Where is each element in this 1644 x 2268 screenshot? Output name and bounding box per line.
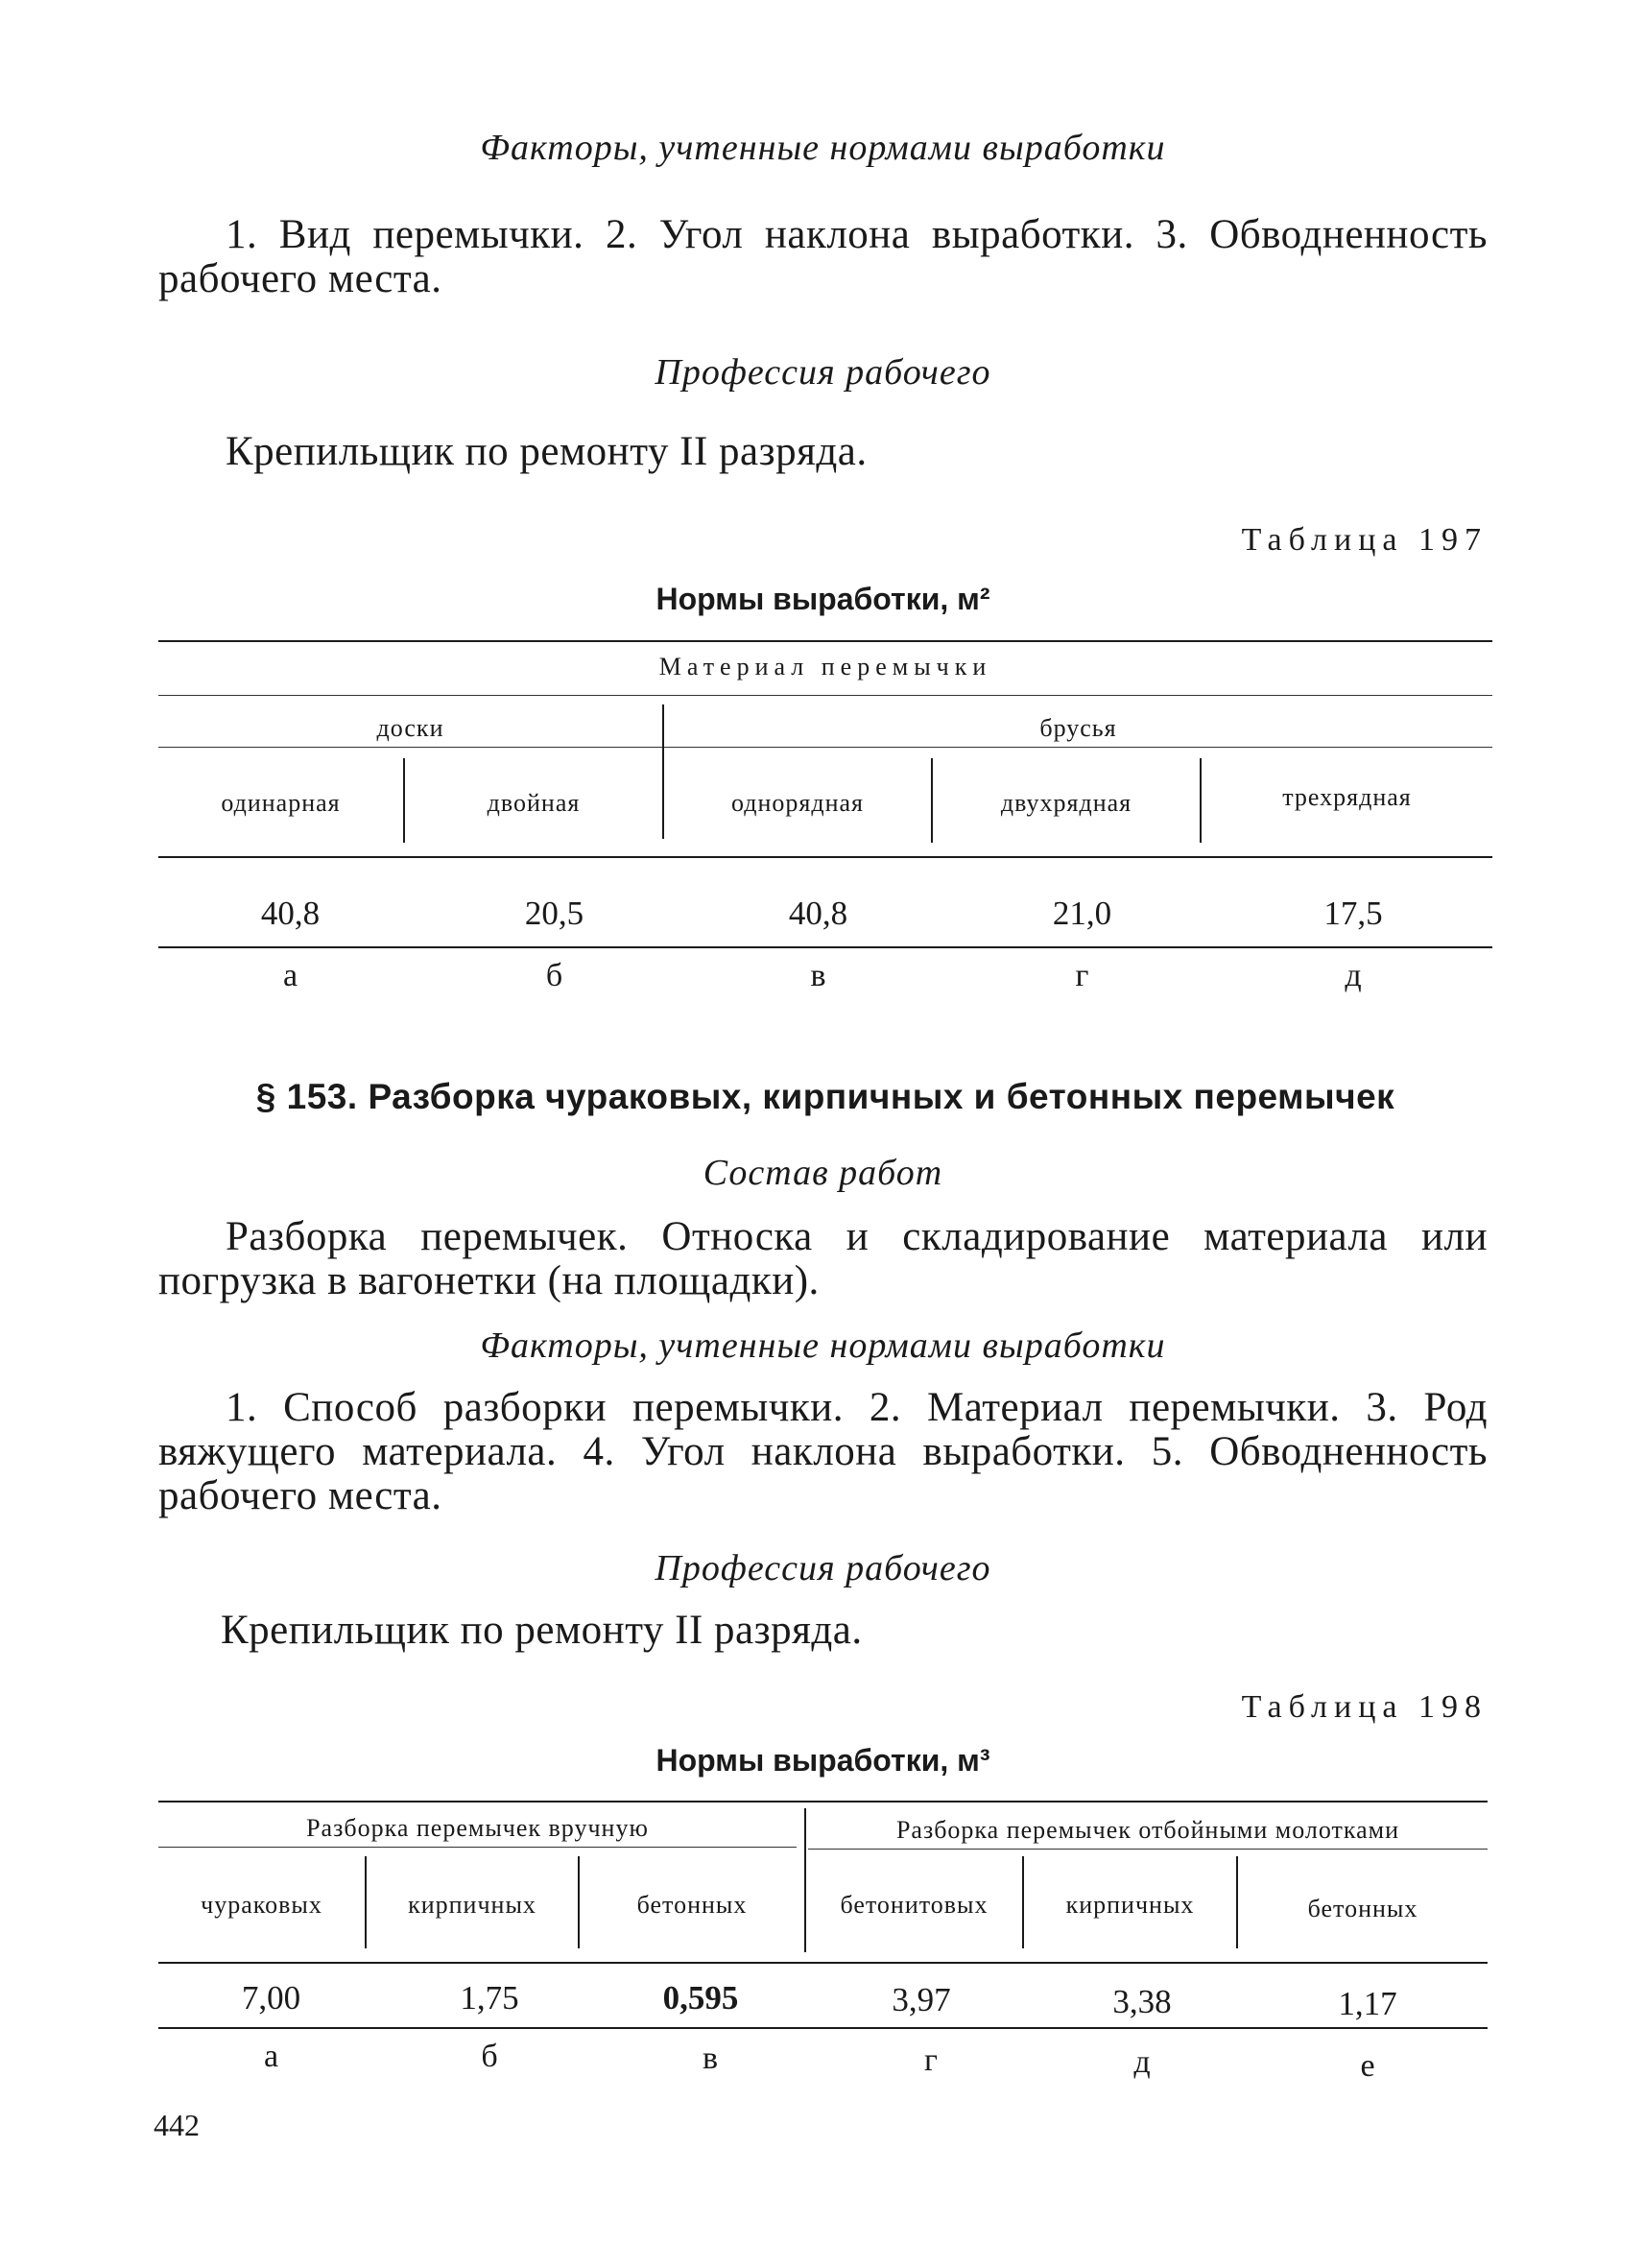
table-197-group-header: Материал перемычки	[658, 653, 992, 680]
table-198-rule	[808, 1849, 1488, 1850]
table-198-bottom-rule	[158, 2027, 1488, 2029]
table-197-divider	[662, 704, 664, 839]
table-197-col-header: двухрядная	[1000, 789, 1132, 817]
profession-heading-2: Профессия рабочего	[655, 1548, 991, 1588]
factors-heading-2: Факторы, учтенные нормами выработки	[480, 1325, 1166, 1366]
table-197-subgroup-brusya: брусья	[1039, 714, 1117, 742]
factors-text-2: 1. Способ разборки перемычки. 2. Материал перемычки. 3. Род вяжущего материала. 4. Угол наклона выработки. 5. Обводненность рабочего места.	[158, 1385, 1488, 1518]
profession-text-2: Крепильщик по ремонту II разряда.	[221, 1608, 863, 1653]
table-198-value: 7,00	[241, 1979, 301, 2017]
table-198-col-header: бетонитовых	[840, 1891, 989, 1919]
table-198-col-header: бетонных	[1307, 1895, 1418, 1922]
table-197-value: 17,5	[1323, 895, 1383, 932]
table-198-letter: в	[702, 2041, 719, 2076]
table-198-group-header: Разборка перемычек вручную	[306, 1814, 649, 1842]
table-197-value: 40,8	[788, 895, 848, 932]
table-197-rule	[664, 747, 1492, 748]
table-197-value: 21,0	[1052, 895, 1112, 932]
table-198-title: Нормы выработки, м³	[655, 1743, 990, 1778]
table-198-letter: е	[1360, 2048, 1375, 2084]
table-197-rule	[158, 856, 1492, 858]
table-198-letter: а	[263, 2039, 279, 2074]
table-197-col-header: трехрядная	[1282, 783, 1412, 811]
table-198-col-header: бетонных	[636, 1891, 748, 1919]
table-198-value: 0,595	[662, 1979, 739, 2017]
table-197-title: Нормы выработки, м²	[655, 582, 990, 616]
table-197-letter: б	[545, 958, 563, 993]
profession-text: Крепильщик по ремонту II разряда.	[226, 429, 868, 474]
table-198-letter: д	[1133, 2044, 1151, 2080]
profession-heading: Профессия рабочего	[655, 352, 991, 393]
table-197-letter: а	[282, 958, 298, 993]
table-198-top-rule	[158, 1801, 1488, 1802]
table-198-value: 3,38	[1112, 1983, 1172, 2020]
table-198-col-header: кирпичных	[408, 1891, 536, 1919]
table-197-top-rule	[158, 640, 1492, 642]
factors-heading: Факторы, учтенные нормами выработки	[480, 128, 1166, 168]
table-197-letter: в	[810, 958, 826, 993]
section-title: § 153. Разборка чураковых, кирпичных и бетонных перемычек	[255, 1077, 1395, 1116]
table-198-col-header: кирпичных	[1065, 1891, 1195, 1919]
table-198-value: 1,75	[460, 1979, 519, 2017]
composition-heading: Состав работ	[703, 1153, 943, 1193]
table-197-letter: д	[1345, 958, 1362, 993]
table-197-col-header: двойная	[487, 789, 581, 817]
table-197-bottom-rule	[158, 946, 1492, 948]
table-197-value: 20,5	[524, 895, 584, 932]
table-198-value: 1,17	[1338, 1985, 1397, 2022]
page-number: 442	[154, 2108, 200, 2142]
table-198-label: Таблица 198	[1241, 1689, 1488, 1725]
composition-text: Разборка перемычек. Относка и складирование материала или погрузка в вагонетки (на площадки).	[158, 1214, 1488, 1303]
table-197-label: Таблица 197	[1241, 522, 1488, 558]
table-197-rule	[158, 695, 1492, 696]
table-198-rule	[158, 1847, 797, 1848]
table-197-rule	[158, 747, 662, 748]
table-197-subgroup-doski: доски	[376, 714, 444, 742]
table-198-value: 3,97	[892, 1981, 951, 2018]
factors-text: 1. Вид перемычки. 2. Угол наклона выработки. 3. Обводненность рабочего места.	[158, 212, 1488, 301]
table-198-rule	[158, 1962, 1488, 1964]
table-197-value: 40,8	[260, 895, 321, 932]
table-198-letter: б	[481, 2039, 498, 2074]
table-197-letter: г	[1075, 958, 1089, 993]
table-197-col-header: однорядная	[731, 789, 864, 817]
table-198-group-header: Разборка перемычек отбойными молотками	[895, 1816, 1400, 1844]
table-198-divider	[804, 1808, 806, 1952]
table-197-col-header: одинарная	[221, 789, 341, 817]
table-198-letter: г	[924, 2042, 938, 2078]
table-198-col-header: чураковых	[201, 1891, 322, 1919]
